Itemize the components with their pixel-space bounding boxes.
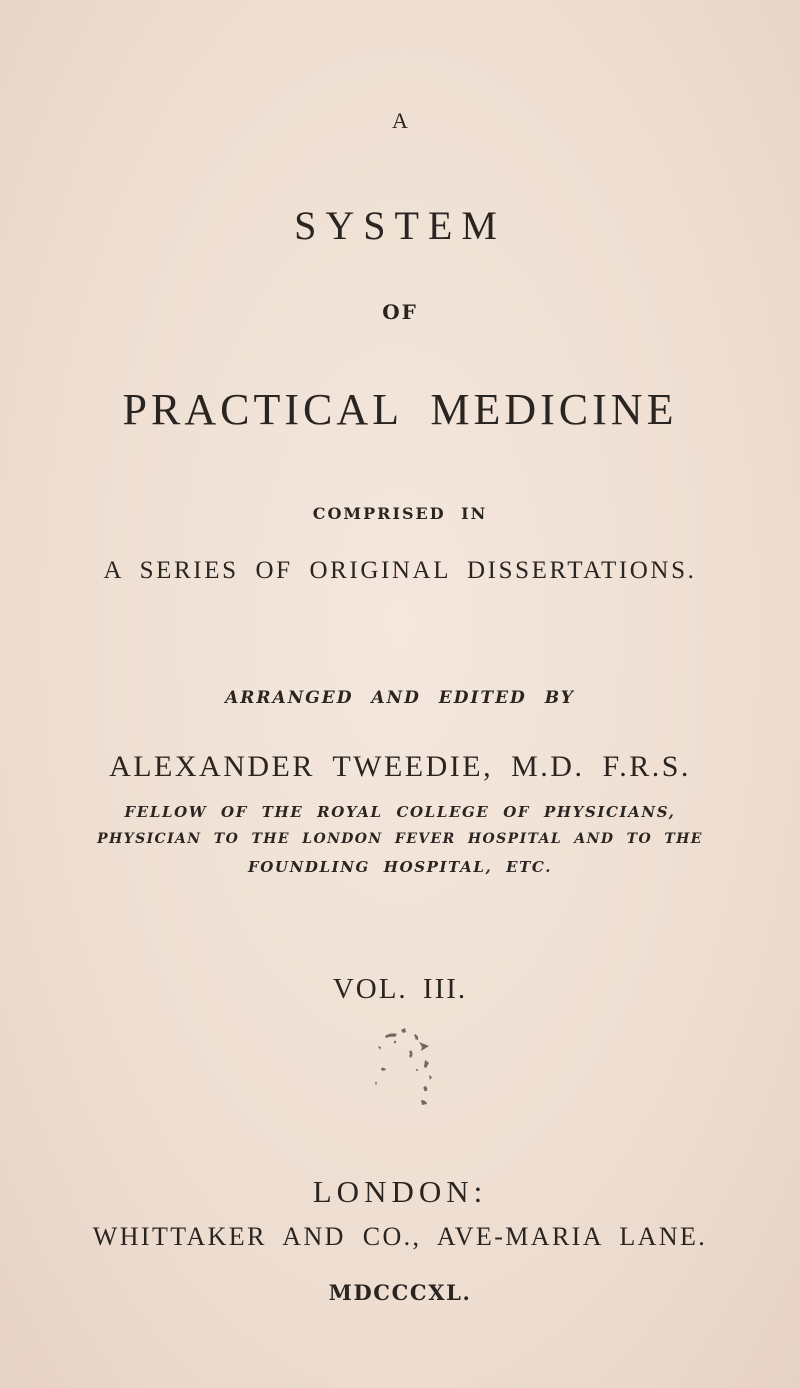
publisher-imprint: WHITTAKER AND CO., AVE-MARIA LANE. [92,1222,708,1251]
subtitle-series: A SERIES OF ORIGINAL DISSERTATIONS. [103,557,697,584]
heading-of: OF [382,300,418,324]
author-credential-3: FOUNDLING HOSPITAL, ETC. [247,858,553,876]
library-stamp-icon [355,1020,455,1130]
author-credential-1: FELLOW OF THE ROYAL COLLEGE OF PHYSICIANS, [124,803,676,821]
author-credential-2: PHYSICIAN TO THE LONDON FEVER HOSPITAL AND TO THE [97,831,703,847]
editor-intro: ARRANGED AND EDITED BY [225,688,575,708]
volume-number: VOL. III. [332,973,468,1005]
author-name: ALEXANDER TWEEDIE, M.D. F.R.S. [109,750,691,783]
subtitle-comprised: COMPRISED IN [312,504,488,523]
publication-place: LONDON: [312,1174,488,1209]
book-title: PRACTICAL MEDICINE [122,385,678,434]
heading-system: SYSTEM [294,203,506,248]
publication-date: MDCCCXL. [328,1280,472,1305]
heading-article: A [392,108,408,133]
